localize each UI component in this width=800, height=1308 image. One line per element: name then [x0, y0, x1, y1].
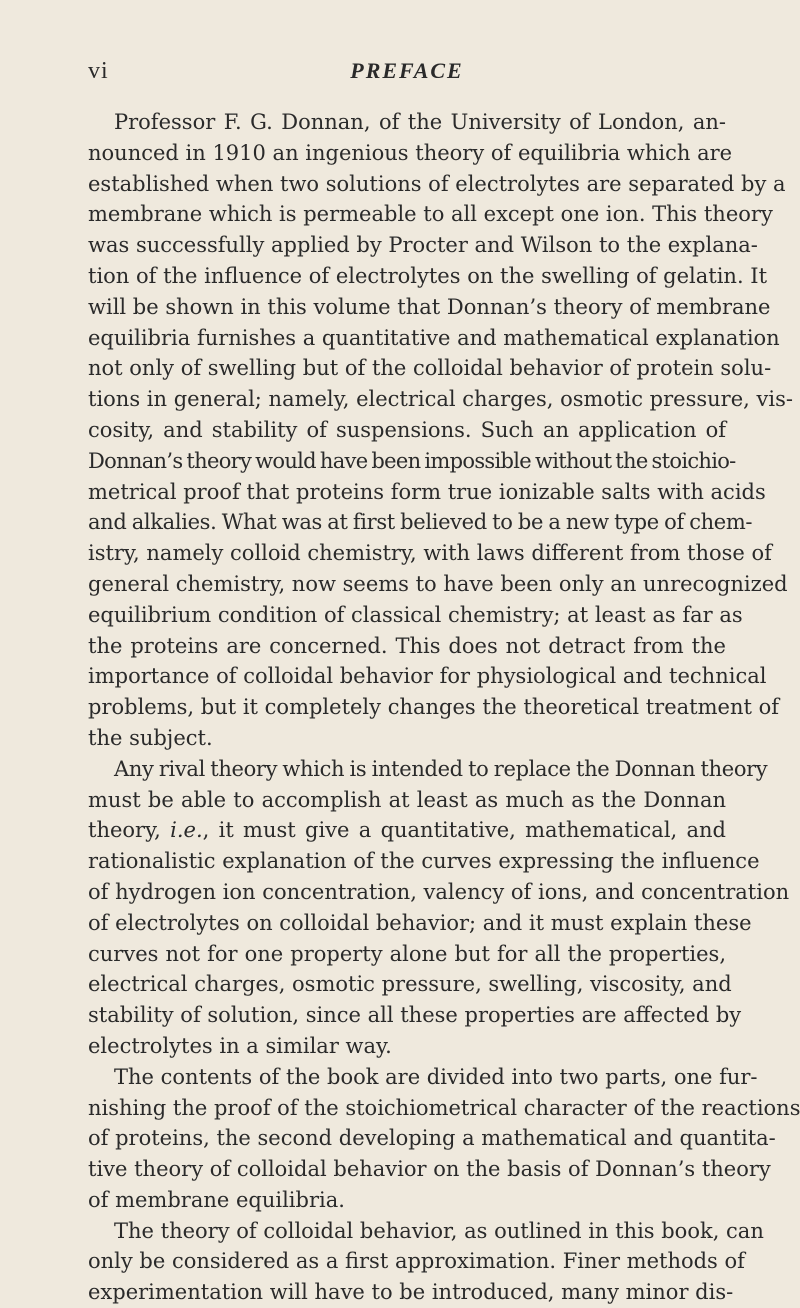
- text-line: of proteins, the second developing a mathematical and quantita-: [88, 1126, 776, 1151]
- text-line: metrical proof that proteins form true ionizable salts with acids: [88, 479, 766, 504]
- page-number: vi: [88, 58, 109, 84]
- text-line: stability of solution, since all these properties are affected by: [88, 1003, 742, 1028]
- text-line: of membrane equilibria.: [88, 1187, 345, 1212]
- body-text: [88, 107, 800, 1308]
- text-line: istry, namely colloid chemistry, with laws different from those of: [88, 541, 772, 566]
- text-line: importance of colloidal behavior for physiological and technical: [88, 664, 767, 689]
- text-line: nishing the proof of the stoichiometrical character of the reactions: [88, 1095, 800, 1120]
- text-line: equilibrium condition of classical chemistry; at least as far as: [88, 602, 743, 627]
- text-line: only be considered as a first approximation. Finer methods of: [88, 1249, 745, 1274]
- text-line: electrical charges, osmotic pressure, swelling, viscosity, and: [88, 972, 732, 997]
- text-line: must be able to accomplish at least as much as the Donnan: [88, 787, 726, 812]
- text-line: problems, but it completely changes the theoretical treatment of: [88, 695, 780, 720]
- text-line: of hydrogen ion concentration, valency of ions, and concentration: [88, 879, 790, 904]
- running-title: PREFACE: [350, 58, 464, 83]
- text-line: The theory of colloidal behavior, as outlined in this book, can: [114, 1218, 764, 1243]
- text-line: Professor F. G. Donnan, of the University of London, an-: [114, 110, 726, 134]
- text-line: not only of swelling but of the colloidal behavior of protein solu-: [88, 356, 772, 381]
- text-line: and alkalies. What was at first believed to be a new type of chem-: [88, 510, 753, 535]
- text-line: curves not for one property alone but for all the properties,: [88, 941, 726, 966]
- text-line: tive theory of colloidal behavior on the basis of Donnan’s theory: [88, 1157, 771, 1182]
- text-line: membrane which is permeable to all except one ion. This theory: [88, 202, 773, 227]
- text-segment: theory,: [88, 818, 171, 843]
- text-line: established when two solutions of electrolytes are separated by a: [88, 171, 786, 196]
- text-line: will be shown in this volume that Donnan’s theory of membrane: [88, 294, 771, 319]
- text-line: Any rival theory which is intended to replace the Donnan theory: [114, 756, 768, 781]
- text-line: of electrolytes on colloidal behavior; and it must explain these: [88, 910, 752, 935]
- text-line: the proteins are concerned. This does not detract from the: [88, 633, 726, 658]
- text-line: cosity, and stability of suspensions. Such an application of: [88, 417, 726, 442]
- italic-abbreviation: i.e.: [170, 818, 203, 843]
- text-line: nounced in 1910 an ingenious theory of equilibria which are: [88, 140, 733, 165]
- text-line: experimentation will have to be introduced, many minor dis-: [88, 1280, 734, 1305]
- text-segment: , it must give a quantitative, mathematical, and: [202, 818, 726, 843]
- text-line: Donnan’s theory would have been impossible without the stoichio-: [88, 448, 736, 473]
- running-head: [88, 58, 726, 88]
- text-line: tions in general; namely, electrical charges, osmotic pressure, vis-: [88, 387, 793, 412]
- text-line: rationalistic explanation of the curves expressing the influence: [88, 849, 760, 874]
- text-line: the subject.: [88, 725, 213, 750]
- text-line: equilibria furnishes a quantitative and mathematical explanation: [88, 325, 780, 350]
- text-line: electrolytes in a similar way.: [88, 1033, 392, 1058]
- text-line: The contents of the book are divided into two parts, one fur-: [114, 1064, 758, 1089]
- text-line: was successfully applied by Procter and Wilson to the explana-: [88, 233, 758, 258]
- text-line: tion of the influence of electrolytes on the swelling of gelatin. It: [88, 263, 768, 288]
- text-line: general chemistry, now seems to have been only an unrecognized: [88, 571, 788, 596]
- text-line: [88, 815, 726, 846]
